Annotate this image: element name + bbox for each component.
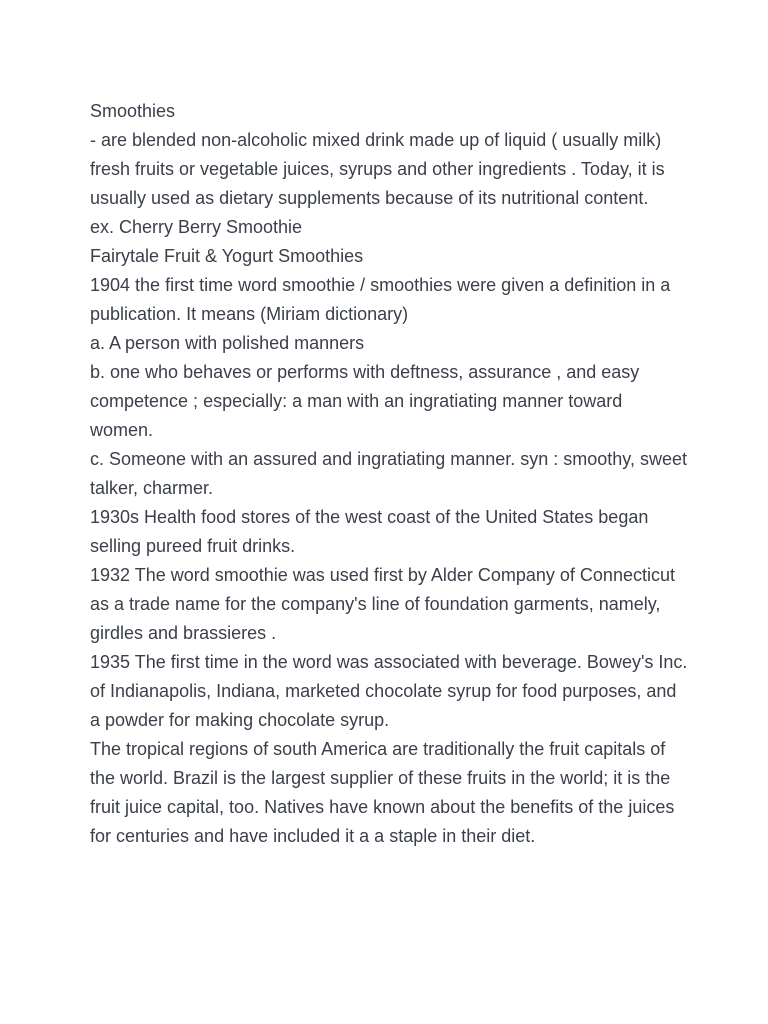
paragraph-meaning-a: a. A person with polished manners <box>90 333 365 353</box>
paragraph-definition: - are blended non-alcoholic mixed drink made up of liquid ( usually milk) fresh fruits or vegetable juices, syrups and other ingredients . Today, it is usually used as dietary supplements because of its nutritional content. <box>90 130 665 208</box>
paragraph-1932: 1932 The word smoothie was used first by Alder Company of Connecticut as a trade name for the company's line of foundation garments, namely, girdles and brassieres . <box>90 565 675 643</box>
document-page <box>90 97 690 851</box>
paragraph-1935: 1935 The first time in the word was associated with beverage. Bowey's Inc. of Indianapolis, Indiana, marketed chocolate syrup for food purposes, and a powder for making chocolate syrup. <box>90 652 688 730</box>
paragraph-1904: 1904 the first time word smoothie / smoothies were given a definition in a publication. It means (Miriam dictionary) <box>90 275 671 324</box>
paragraph-example-2: Fairytale Fruit & Yogurt Smoothies <box>90 246 364 266</box>
paragraph-meaning-b: b. one who behaves or performs with deftness, assurance , and easy competence ; especially: a man with an ingratiating manner toward women. <box>90 362 640 440</box>
document-title: Smoothies <box>90 101 176 121</box>
paragraph-tropical: The tropical regions of south America are traditionally the fruit capitals of the world. Brazil is the largest supplier of these fruits in the world; it is the fruit juice capital, too. Natives have known about the benefits of the juices for centuries and have included it a a staple in their diet. <box>90 739 675 846</box>
paragraph-example-1: ex. Cherry Berry Smoothie <box>90 217 303 237</box>
paragraph-1930s: 1930s Health food stores of the west coast of the United States began selling pureed fruit drinks. <box>90 507 649 556</box>
paragraph-meaning-c: c. Someone with an assured and ingratiating manner. syn : smoothy, sweet talker, charmer. <box>90 449 687 498</box>
